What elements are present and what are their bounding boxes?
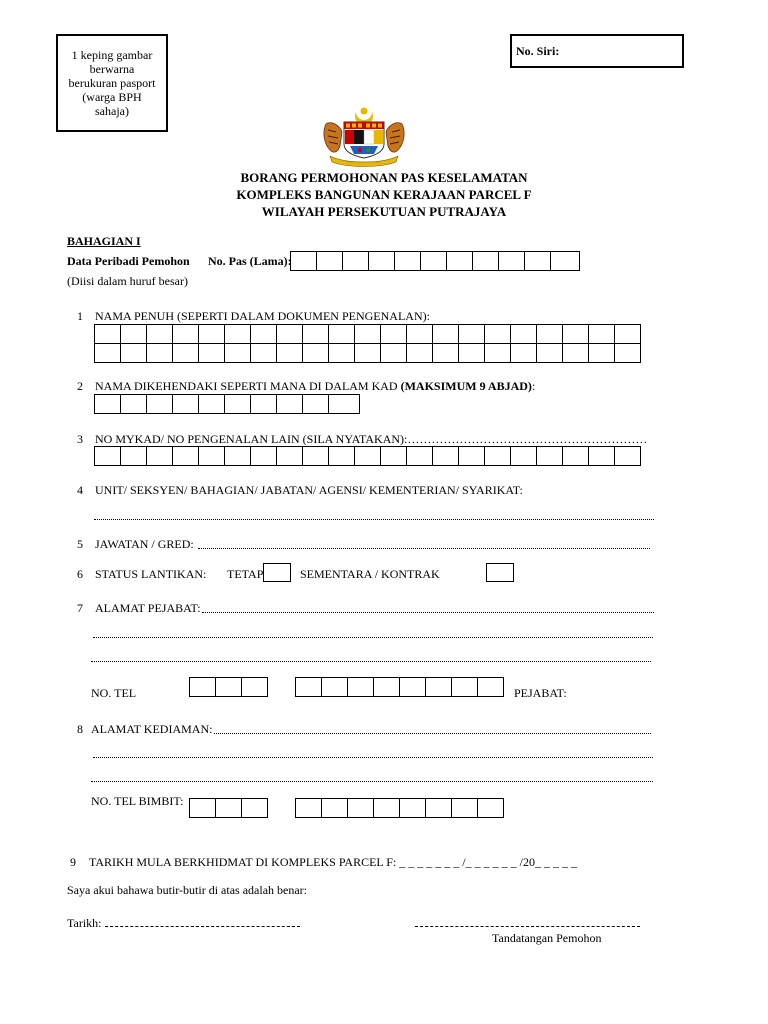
input-cell[interactable] (146, 446, 173, 466)
input-cell[interactable] (250, 324, 277, 344)
input-cell[interactable] (484, 446, 511, 466)
input-cell[interactable] (276, 343, 303, 363)
input-cell[interactable] (120, 343, 147, 363)
input-cell[interactable] (250, 343, 277, 363)
signature-label: Tandatangan Pemohon (492, 931, 602, 945)
q7-fill-line-2[interactable] (93, 637, 653, 638)
q2-label-max: (MAKSIMUM 9 ABJAD) (400, 379, 532, 393)
input-cell[interactable] (354, 446, 381, 466)
office-tel-label: NO. TEL (91, 686, 137, 700)
input-cell[interactable] (347, 677, 374, 697)
q5-label: JAWATAN / GRED: (95, 537, 194, 551)
form-title-line-1: BORANG PERMOHONAN PAS KESELAMATAN (240, 170, 528, 185)
status-tetap-label: TETAP (227, 567, 264, 581)
mykad-boxes[interactable] (94, 446, 641, 466)
input-cell[interactable] (510, 343, 537, 363)
input-cell[interactable] (394, 251, 421, 271)
card-name-boxes[interactable] (94, 394, 360, 414)
input-cell[interactable] (373, 677, 400, 697)
photo-note: 1 keping gambar berwarna berukuran pasport (warga BPH sahaja) (68, 48, 156, 118)
input-cell[interactable] (224, 343, 251, 363)
input-cell[interactable] (198, 394, 225, 414)
input-cell[interactable] (477, 798, 504, 818)
input-cell[interactable] (614, 343, 641, 363)
input-cell[interactable] (373, 798, 400, 818)
input-cell[interactable] (425, 677, 452, 697)
input-cell[interactable] (94, 324, 121, 344)
input-cell[interactable] (250, 394, 277, 414)
declaration-text: Saya akui bahawa butir-butir di atas adalah benar: (67, 883, 307, 897)
input-cell[interactable] (420, 251, 447, 271)
input-cell[interactable] (276, 446, 303, 466)
input-cell[interactable] (380, 446, 407, 466)
date-label: Tarikh: (67, 916, 102, 930)
input-cell[interactable] (295, 677, 322, 697)
input-cell[interactable] (432, 343, 459, 363)
full-name-boxes-row-2[interactable] (94, 343, 641, 363)
input-cell[interactable] (215, 677, 242, 697)
q3-label: NO MYKAD/ NO PENGENALAN LAIN (SILA NYATAKAN):…………………………………………………… (95, 432, 648, 446)
input-cell[interactable] (172, 446, 199, 466)
input-cell[interactable] (562, 324, 589, 344)
section-subheading: Data Peribadi Pemohon (67, 254, 190, 268)
input-cell[interactable] (146, 394, 173, 414)
input-cell[interactable] (321, 677, 348, 697)
input-cell[interactable] (276, 394, 303, 414)
input-cell[interactable] (406, 446, 433, 466)
input-cell[interactable] (614, 446, 641, 466)
q2-label-end: : (531, 379, 536, 393)
input-cell[interactable] (250, 446, 277, 466)
input-cell[interactable] (524, 251, 551, 271)
q2-label-text: NAMA DIKEHENDAKI SEPERTI MANA DI DALAM KAD (95, 379, 401, 393)
input-cell[interactable] (406, 324, 433, 344)
input-cell[interactable] (198, 343, 225, 363)
input-cell[interactable] (536, 343, 563, 363)
input-cell[interactable] (328, 394, 360, 414)
mobile-tel-prefix-boxes[interactable] (189, 798, 268, 818)
input-cell[interactable] (342, 251, 369, 271)
q1-number: 1 (77, 309, 83, 323)
input-cell[interactable] (120, 324, 147, 344)
input-cell[interactable] (120, 446, 147, 466)
q4-fill-line[interactable] (94, 519, 654, 520)
q8-label: ALAMAT KEDIAMAN: (91, 722, 213, 736)
q4-label: UNIT/ SEKSYEN/ BAHAGIAN/ JABATAN/ AGENSI/ KEMENTERIAN/ SYARIKAT: (95, 483, 523, 497)
q7-label: ALAMAT PEJABAT: (95, 601, 201, 615)
input-cell[interactable] (302, 324, 329, 344)
input-cell[interactable] (302, 394, 329, 414)
input-cell[interactable] (451, 677, 478, 697)
input-cell[interactable] (550, 251, 580, 271)
input-cell[interactable] (146, 324, 173, 344)
status-tetap-checkbox[interactable] (263, 563, 291, 582)
input-cell[interactable] (120, 394, 147, 414)
status-kontrak-checkbox[interactable] (486, 563, 514, 582)
input-cell[interactable] (354, 343, 381, 363)
input-cell[interactable] (94, 446, 121, 466)
coat-of-arms-emblem (316, 104, 412, 168)
input-cell[interactable] (380, 343, 407, 363)
form-title-line-3: WILAYAH PERSEKUTUAN PUTRAJAYA (261, 204, 507, 219)
input-cell[interactable] (276, 324, 303, 344)
input-cell[interactable] (94, 394, 121, 414)
mobile-tel-number-boxes[interactable] (295, 798, 504, 818)
input-cell[interactable] (368, 251, 395, 271)
q7-fill-line-3[interactable] (91, 661, 651, 662)
input-cell[interactable] (328, 343, 355, 363)
input-cell[interactable] (614, 324, 641, 344)
photo-placeholder-box (56, 34, 168, 132)
q9-label[interactable]: TARIKH MULA BERKHIDMAT DI KOMPLEKS PARCEL F: _ _ _ _ _ _ _ /_ _ _ _ _ _ /20_ _ _ _ _ (89, 855, 577, 869)
q6-label: STATUS LANTIKAN: (95, 567, 207, 581)
q1-label: NAMA PENUH (SEPERTI DALAM DOKUMEN PENGENALAN): (95, 309, 430, 323)
serial-number-box[interactable] (510, 34, 684, 68)
input-cell[interactable] (562, 343, 589, 363)
input-cell[interactable] (510, 324, 537, 344)
serial-number-label: No. Siri: (516, 44, 560, 58)
input-cell[interactable] (484, 343, 511, 363)
input-cell[interactable] (302, 446, 329, 466)
input-cell[interactable] (425, 798, 452, 818)
old-pass-label: No. Pas (Lama): (208, 254, 292, 268)
input-cell[interactable] (432, 446, 459, 466)
input-cell[interactable] (198, 446, 225, 466)
input-cell[interactable] (224, 446, 251, 466)
input-cell[interactable] (484, 324, 511, 344)
q4-number: 4 (77, 483, 83, 497)
input-cell[interactable] (215, 798, 242, 818)
input-cell[interactable] (316, 251, 343, 271)
q8-fill-line-1[interactable] (214, 733, 651, 734)
mobile-tel-label: NO. TEL BIMBIT: (91, 794, 184, 808)
q7-number: 7 (77, 601, 83, 615)
uppercase-note: (Diisi dalam huruf besar) (67, 274, 188, 288)
input-cell[interactable] (498, 251, 525, 271)
input-cell[interactable] (172, 324, 199, 344)
office-tel-suffix-label: PEJABAT: (514, 686, 567, 700)
input-cell[interactable] (224, 324, 251, 344)
input-cell[interactable] (432, 324, 459, 344)
input-cell[interactable] (458, 446, 485, 466)
input-cell[interactable] (451, 798, 478, 818)
input-cell[interactable] (172, 343, 199, 363)
input-cell[interactable] (536, 324, 563, 344)
office-tel-number-boxes[interactable] (295, 677, 504, 697)
q8-fill-line-3[interactable] (91, 781, 653, 782)
input-cell[interactable] (295, 798, 322, 818)
input-cell[interactable] (477, 677, 504, 697)
q7-fill-line-1[interactable] (202, 612, 654, 613)
q5-fill-line[interactable] (198, 548, 650, 549)
input-cell[interactable] (290, 251, 317, 271)
input-cell[interactable] (354, 324, 381, 344)
input-cell[interactable] (328, 446, 355, 466)
q2-label (95, 379, 535, 394)
input-cell[interactable] (399, 677, 426, 697)
input-cell[interactable] (302, 343, 329, 363)
input-cell[interactable] (347, 798, 374, 818)
q9-number: 9 (70, 855, 76, 869)
input-cell[interactable] (406, 343, 433, 363)
input-cell[interactable] (380, 324, 407, 344)
old-pass-boxes[interactable] (290, 251, 580, 271)
input-cell[interactable] (458, 343, 485, 363)
status-kontrak-label: SEMENTARA / KONTRAK (300, 567, 440, 581)
input-cell[interactable] (588, 446, 615, 466)
input-cell[interactable] (328, 324, 355, 344)
input-cell[interactable] (198, 324, 225, 344)
q2-number: 2 (77, 379, 83, 393)
input-cell[interactable] (172, 394, 199, 414)
q8-fill-line-2[interactable] (93, 757, 653, 758)
input-cell[interactable] (224, 394, 251, 414)
input-cell[interactable] (321, 798, 348, 818)
input-cell[interactable] (472, 251, 499, 271)
input-cell[interactable] (562, 446, 589, 466)
input-cell[interactable] (189, 677, 216, 697)
input-cell[interactable] (146, 343, 173, 363)
input-cell[interactable] (189, 798, 216, 818)
signature-fill-line[interactable] (415, 926, 640, 927)
date-fill-line[interactable] (105, 926, 300, 927)
input-cell[interactable] (510, 446, 537, 466)
input-cell[interactable] (399, 798, 426, 818)
q5-number: 5 (77, 537, 83, 551)
q8-number: 8 (77, 722, 83, 736)
input-cell[interactable] (241, 677, 268, 697)
input-cell[interactable] (588, 343, 615, 363)
input-cell[interactable] (94, 343, 121, 363)
q6-number: 6 (77, 567, 83, 581)
input-cell[interactable] (458, 324, 485, 344)
input-cell[interactable] (536, 446, 563, 466)
input-cell[interactable] (446, 251, 473, 271)
input-cell[interactable] (241, 798, 268, 818)
form-title-line-2: KOMPLEKS BANGUNAN KERAJAAN PARCEL F (236, 187, 532, 202)
full-name-boxes-row-1[interactable] (94, 324, 641, 344)
input-cell[interactable] (588, 324, 615, 344)
section-heading: BAHAGIAN I (67, 234, 141, 248)
office-tel-prefix-boxes[interactable] (189, 677, 268, 697)
q3-number: 3 (77, 432, 83, 446)
